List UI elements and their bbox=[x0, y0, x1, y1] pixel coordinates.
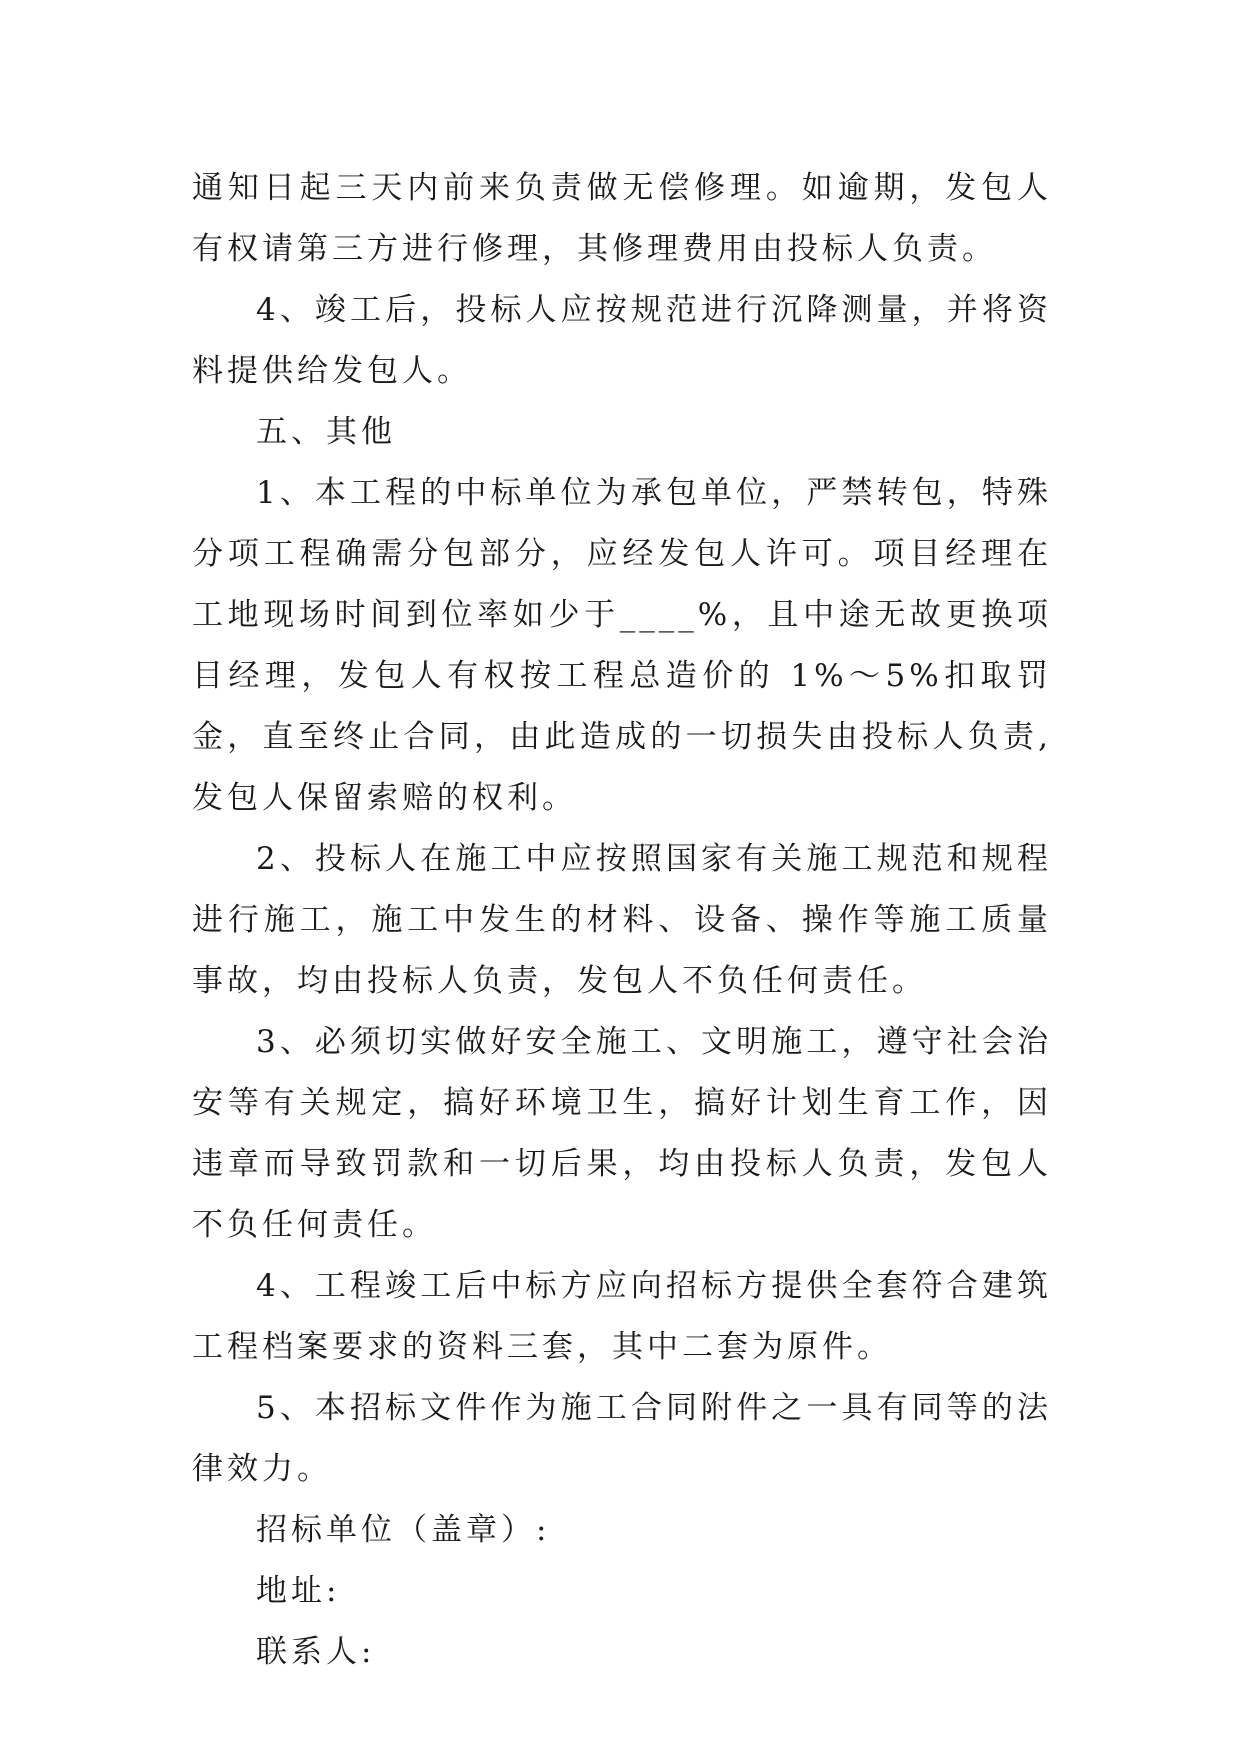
document-body bbox=[192, 158, 1052, 1683]
signature-address-label: 地址: bbox=[256, 1573, 341, 1609]
paragraph-item-2: 2、投标人在施工中应按照国家有关施工规范和规程进行施工，施工中发生的材料、设备、操作等施工质量事故，均由投标人负责，发包人不负任何责任。 bbox=[192, 841, 1052, 999]
paragraph-continuation: 通知日起三天内前来负责做无偿修理。如逾期，发包人有权请第三方进行修理，其修理费用由投标人负责。 bbox=[192, 170, 1052, 267]
signature-unit-label: 招标单位（盖章）: bbox=[256, 1512, 551, 1548]
paragraph-item-4-settlement: 4、竣工后，投标人应按规范进行沉降测量，并将资料提供给发包人。 bbox=[192, 292, 1052, 389]
paragraph-item-1: 1、本工程的中标单位为承包单位，严禁转包，特殊分项工程确需分包部分，应经发包人许可。项目经理在工地现场时间到位率如少于____%，且中途无故更换项目经理，发包人有权按工程总造价的 1%～5%扣取罚金，直至终止合同，由此造成的一切损失由投标人负责,发包人保留索赔的权利。 bbox=[192, 475, 1052, 816]
paragraph-item-5: 5、本招标文件作为施工合同附件之一具有同等的法律效力。 bbox=[192, 1390, 1052, 1487]
signature-contact-label: 联系人: bbox=[256, 1634, 376, 1670]
paragraph-item-3: 3、必须切实做好安全施工、文明施工，遵守社会治安等有关规定，搞好环境卫生，搞好计划生育工作，因违章而导致罚款和一切后果，均由投标人负责，发包人不负任何责任。 bbox=[192, 1024, 1052, 1243]
paragraph-item-4: 4、工程竣工后中标方应向招标方提供全套符合建筑工程档案要求的资料三套，其中二套为原件。 bbox=[192, 1268, 1052, 1365]
section-heading-other: 五、其他 bbox=[256, 414, 396, 450]
